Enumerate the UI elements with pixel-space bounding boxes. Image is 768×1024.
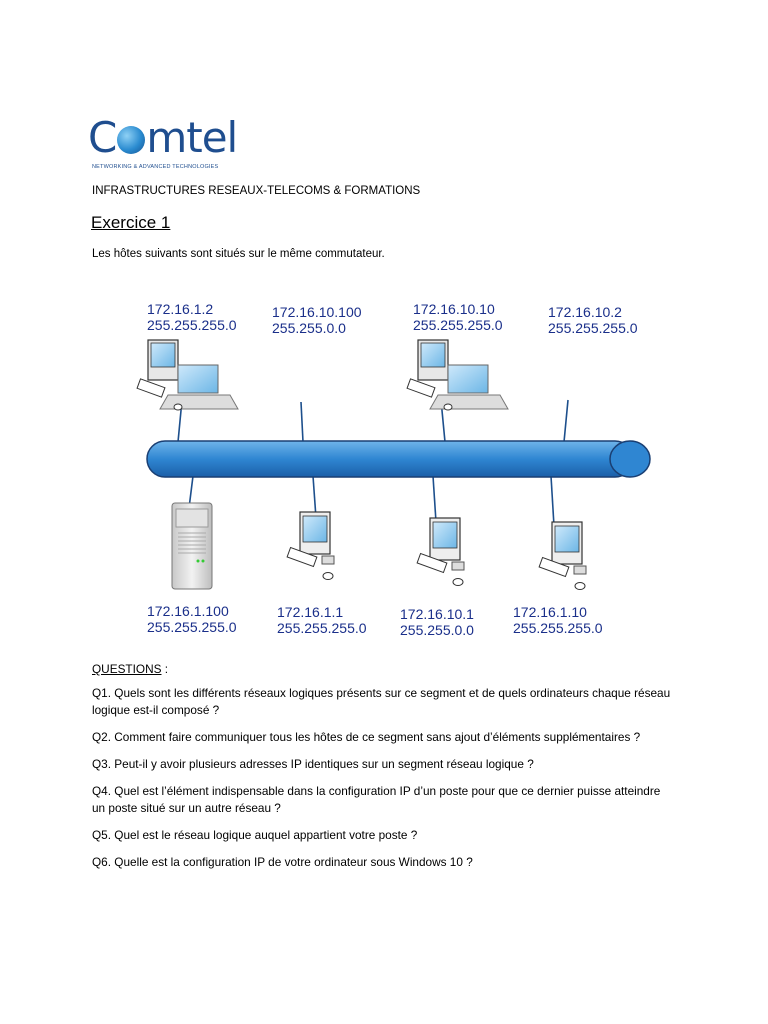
network-diagram-graphic	[130, 290, 670, 650]
host-ip: 172.16.1.2	[147, 301, 214, 317]
logo-wordmark: C mtel	[88, 113, 238, 162]
question-item: Q3. Peut-il y avoir plusieurs adresses IP identiques sur un segment réseau logique ?	[92, 757, 534, 771]
questions-section	[92, 662, 672, 881]
host-mask: 255.255.255.0	[413, 317, 503, 333]
host-mask: 255.255.255.0	[147, 317, 237, 333]
company-logo	[88, 112, 238, 176]
host-ip: 172.16.10.1	[400, 606, 474, 622]
host-mask: 255.255.255.0	[147, 619, 237, 635]
question-item: Q5. Quel est le réseau logique auquel appartient votre poste ?	[92, 828, 418, 842]
laptop-icon	[407, 340, 508, 410]
host-mask: 255.255.255.0	[513, 620, 603, 636]
host-mask: 255.255.255.0	[548, 320, 638, 336]
exercise-title: Exercice 1	[91, 213, 171, 232]
host-label	[147, 603, 237, 635]
question-item: Q2. Comment faire communiquer tous les hôtes de ce segment sans ajout d’éléments supplémentaires ?	[92, 730, 641, 744]
host-ip: 172.16.1.1	[277, 604, 344, 620]
network-diagram	[130, 290, 670, 650]
question-item: Q1. Quels sont les différents réseaux logiques présents sur ce segment et de quels ordinateurs chaque réseau logique est-il composé ?	[92, 686, 671, 717]
question-item: Q6. Quelle est la configuration IP de votre ordinateur sous Windows 10 ?	[92, 855, 473, 869]
host-label	[147, 301, 237, 333]
workstation-icon	[539, 522, 586, 590]
host-label	[277, 604, 367, 636]
intro-text: Les hôtes suivants sont situés sur le même commutateur.	[92, 248, 385, 260]
server-icon	[172, 503, 212, 589]
network-bus-cable	[147, 441, 650, 477]
host-mask: 255.255.0.0	[400, 622, 474, 638]
host-mask: 255.255.255.0	[277, 620, 367, 636]
host-label	[548, 304, 638, 336]
workstation-icon	[287, 512, 334, 580]
host-label	[413, 301, 503, 333]
host-mask: 255.255.0.0	[272, 320, 346, 336]
host-ip: 172.16.1.10	[513, 604, 587, 620]
host-ip: 172.16.10.2	[548, 304, 622, 320]
host-ip: 172.16.10.10	[413, 301, 495, 317]
host-label	[400, 606, 474, 638]
questions-heading: QUESTIONS :	[92, 662, 169, 676]
logo-tagline: NETWORKING & ADVANCED TECHNOLOGIES	[92, 164, 219, 170]
workstation-icon	[417, 518, 464, 586]
host-ip: 172.16.10.100	[272, 304, 362, 320]
question-item: Q4. Quel est l’élément indispensable dans la configuration IP d’un poste pour que ce dernier puisse atteindre un poste situé sur un autre réseau ?	[92, 784, 661, 815]
company-line: INFRASTRUCTURES RESEAUX-TELECOMS & FORMATIONS	[92, 185, 421, 197]
laptop-icon	[137, 340, 238, 410]
host-label	[272, 304, 362, 336]
host-ip: 172.16.1.100	[147, 603, 229, 619]
host-label	[513, 604, 603, 636]
